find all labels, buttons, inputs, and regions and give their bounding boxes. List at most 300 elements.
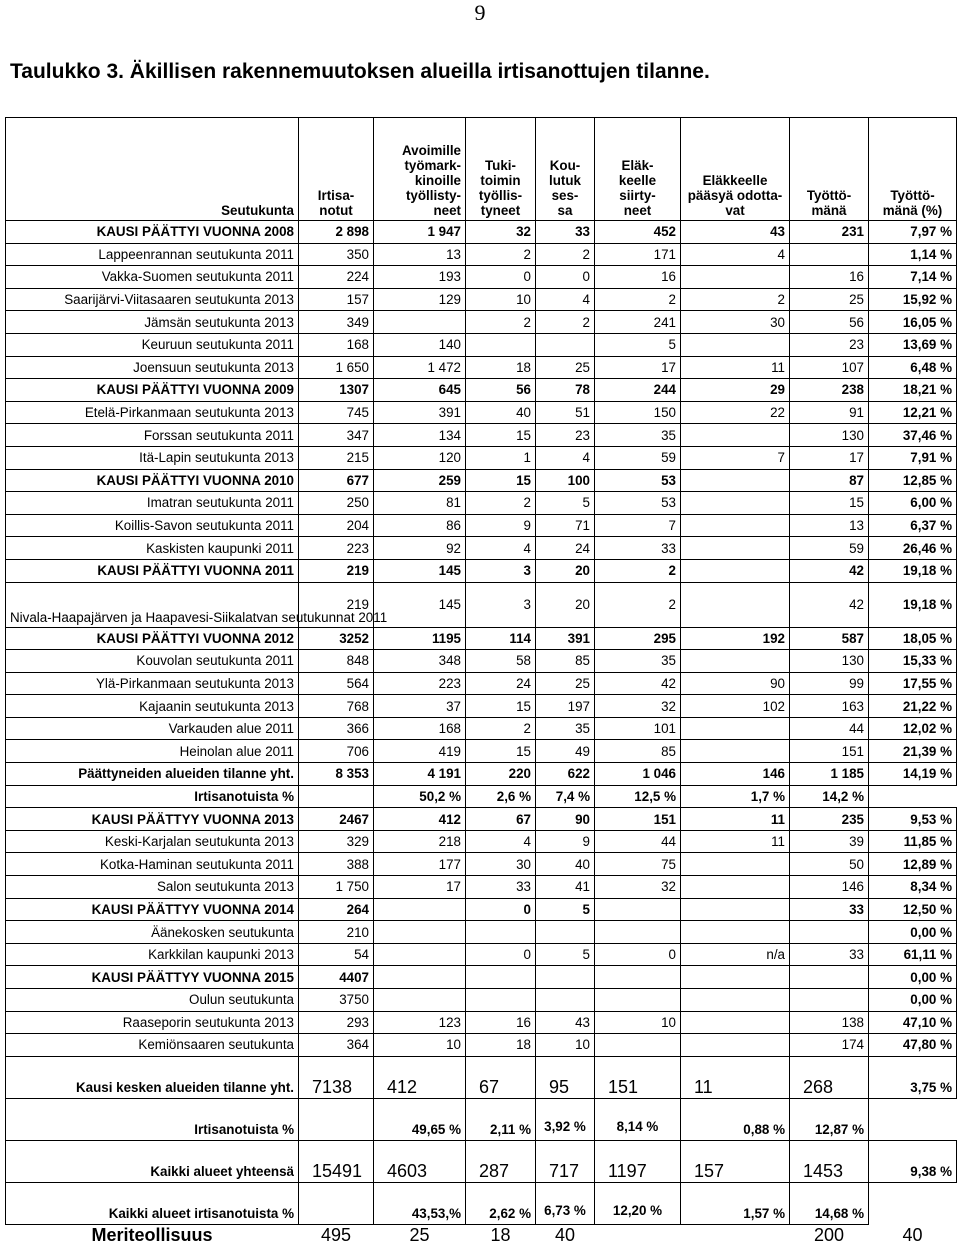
open-market-employed-cell: 168 xyxy=(374,717,466,740)
awaiting-retirement-cell xyxy=(681,469,790,492)
table-row xyxy=(6,1098,957,1140)
in-training-cell: 100 xyxy=(536,469,595,492)
awaiting-retirement-cell xyxy=(681,740,790,763)
region-cell: Kotka-Haminan seutukunta 2011 xyxy=(6,853,299,876)
subsidized-employed-cell: 3 xyxy=(466,559,536,582)
in-training-cell: 2 xyxy=(536,243,595,266)
retired-cell: 2 xyxy=(595,288,681,311)
open-market-employed-cell: 391 xyxy=(374,401,466,424)
subsidized-employed-cell: 0 xyxy=(466,266,536,289)
retired-cell: 1 046 xyxy=(595,763,681,786)
awaiting-retirement-cell xyxy=(681,582,790,627)
table-row xyxy=(6,559,957,582)
unemployed-pct-cell: 40 xyxy=(902,1225,923,1246)
in-training-cell: 49 xyxy=(536,740,595,763)
in-training-cell: 90 xyxy=(536,808,595,831)
unemployed-pct-cell xyxy=(869,785,957,808)
in-training-cell: 20 xyxy=(536,559,595,582)
open-market-employed-cell: 129 xyxy=(374,288,466,311)
laid-off-cell: 250 xyxy=(299,492,374,515)
open-market-employed-cell: 10 xyxy=(374,1034,466,1057)
subsidized-employed-cell: 3 xyxy=(466,582,536,627)
retired-cell: 5 xyxy=(595,333,681,356)
awaiting-retirement-cell xyxy=(681,966,790,989)
in-training-cell: 95 xyxy=(536,1056,595,1098)
awaiting-retirement-cell: 11 xyxy=(681,808,790,831)
unemployed-pct-cell: 12,89 % xyxy=(869,853,957,876)
unemployed-cell: 231 xyxy=(790,221,869,244)
open-market-employed-cell: 92 xyxy=(374,537,466,560)
retired-cell: 42 xyxy=(595,672,681,695)
open-market-employed-cell: 25 xyxy=(409,1225,430,1246)
subsidized-employed-cell: 33 xyxy=(466,876,536,899)
subsidized-employed-cell: 56 xyxy=(466,379,536,402)
unemployed-pct-cell: 12,50 % xyxy=(869,898,957,921)
retired-cell: 10 xyxy=(595,1011,681,1034)
awaiting-retirement-cell: 43 xyxy=(681,221,790,244)
region-cell: Keuruun seutukunta 2011 xyxy=(6,333,299,356)
table-row xyxy=(6,221,957,244)
unemployed-pct-cell: 11,85 % xyxy=(869,830,957,853)
table-row xyxy=(6,853,957,876)
awaiting-retirement-cell xyxy=(681,333,790,356)
subsidized-employed-cell: 0 xyxy=(466,898,536,921)
unemployed-cell: 39 xyxy=(790,830,869,853)
laid-off-cell: 495 xyxy=(320,1225,352,1246)
table-row xyxy=(6,672,957,695)
table-row xyxy=(6,424,957,447)
in-training-cell: 51 xyxy=(536,401,595,424)
awaiting-retirement-cell xyxy=(681,898,790,921)
laid-off-cell: 219 xyxy=(299,559,374,582)
table-row xyxy=(6,492,957,515)
header-open-market-employed: Avoimille työmark- kinoille työllisty- neet xyxy=(374,118,466,221)
laid-off-cell: 293 xyxy=(299,1011,374,1034)
in-training-cell: 41 xyxy=(536,876,595,899)
region-cell: KAUSI PÄÄTTYI VUONNA 2009 xyxy=(6,379,299,402)
header-laid-off: Irtisa- notut xyxy=(299,118,374,221)
retired-cell: 12,20 % xyxy=(595,1182,681,1224)
table-row xyxy=(6,356,957,379)
unemployed-cell: 587 xyxy=(790,627,869,650)
unemployed-pct-cell: 21,22 % xyxy=(869,695,957,718)
table-row xyxy=(6,379,957,402)
in-training-cell: 25 xyxy=(536,672,595,695)
retired-cell: 53 xyxy=(595,469,681,492)
open-market-employed-cell: 645 xyxy=(374,379,466,402)
open-market-employed-cell xyxy=(374,898,466,921)
awaiting-retirement-cell xyxy=(681,266,790,289)
unemployed-cell: 138 xyxy=(790,1011,869,1034)
unemployed-pct-cell: 26,46 % xyxy=(869,537,957,560)
subsidized-employed-cell xyxy=(466,989,536,1012)
table-row xyxy=(6,1034,957,1057)
region-cell: Salon seutukunta 2013 xyxy=(6,876,299,899)
table-row xyxy=(6,717,957,740)
retired-cell: 16 xyxy=(595,266,681,289)
awaiting-retirement-cell xyxy=(681,492,790,515)
subsidized-employed-cell: 15 xyxy=(466,695,536,718)
table-row xyxy=(6,695,957,718)
unemployed-cell: 87 xyxy=(790,469,869,492)
awaiting-retirement-cell: 0,88 % xyxy=(681,1098,790,1140)
retired-cell: 35 xyxy=(595,424,681,447)
unemployed-pct-cell: 12,02 % xyxy=(869,717,957,740)
region-cell: Kaskisten kaupunki 2011 xyxy=(6,537,299,560)
retired-cell: 295 xyxy=(595,627,681,650)
awaiting-retirement-cell: 11 xyxy=(681,1056,790,1098)
laid-off-cell: 347 xyxy=(299,424,374,447)
table-row xyxy=(6,966,957,989)
table-row xyxy=(6,537,957,560)
in-training-cell: 23 xyxy=(536,424,595,447)
table-row xyxy=(6,1182,957,1224)
laid-off-cell: 364 xyxy=(299,1034,374,1057)
layoff-table xyxy=(5,117,957,1247)
unemployed-cell xyxy=(790,966,869,989)
retired-cell: 101 xyxy=(595,717,681,740)
unemployed-pct-cell: 9,38 % xyxy=(869,1140,957,1182)
laid-off-cell: 768 xyxy=(299,695,374,718)
in-training-cell: 40 xyxy=(554,1225,576,1246)
retired-cell: 1197 xyxy=(595,1140,681,1182)
subsidized-employed-cell: 1 xyxy=(466,446,536,469)
awaiting-retirement-cell: 22 xyxy=(681,401,790,424)
subsidized-employed-cell: 18 xyxy=(490,1225,511,1246)
in-training-cell: 10 xyxy=(536,1034,595,1057)
region-cell: Irtisanotuista % xyxy=(6,1098,299,1140)
laid-off-cell: 157 xyxy=(299,288,374,311)
laid-off-cell: 15491 xyxy=(299,1140,374,1182)
subsidized-employed-cell: 0 xyxy=(466,943,536,966)
subsidized-employed-cell: 2,11 % xyxy=(466,1098,536,1140)
page-number: 9 xyxy=(474,0,486,25)
region-cell: Irtisanotuista % xyxy=(6,785,299,808)
table-row xyxy=(6,311,957,334)
in-training-cell: 85 xyxy=(536,650,595,673)
header-subsidized-employed: Tuki- toimin työllis- tyneet xyxy=(466,118,536,221)
unemployed-cell: 12,87 % xyxy=(790,1098,869,1140)
unemployed-cell: 174 xyxy=(790,1034,869,1057)
region-cell: Kouvolan seutukunta 2011 xyxy=(6,650,299,673)
laid-off-cell: 7138 xyxy=(299,1056,374,1098)
unemployed-cell: 130 xyxy=(790,424,869,447)
in-training-cell: 40 xyxy=(536,853,595,876)
region-cell: Kaikki alueet irtisanotuista % xyxy=(6,1182,299,1224)
region-cell: KAUSI PÄÄTTYI VUONNA 2010 xyxy=(6,469,299,492)
awaiting-retirement-cell: n/a xyxy=(681,943,790,966)
awaiting-retirement-cell xyxy=(681,1224,790,1247)
region-cell: Saarijärvi-Viitasaaren seutukunta 2013 xyxy=(6,288,299,311)
table-row xyxy=(6,401,957,424)
open-market-employed-cell: 1 472 xyxy=(374,356,466,379)
retired-cell xyxy=(595,1034,681,1057)
subsidized-employed-cell: 4 xyxy=(466,537,536,560)
awaiting-retirement-cell xyxy=(681,853,790,876)
laid-off-cell: 1 650 xyxy=(299,356,374,379)
awaiting-retirement-cell xyxy=(681,650,790,673)
subsidized-employed-cell: 32 xyxy=(466,221,536,244)
table-row xyxy=(6,808,957,831)
laid-off-cell: 204 xyxy=(299,514,374,537)
table-row xyxy=(6,288,957,311)
in-training-cell: 6,73 % xyxy=(536,1182,595,1224)
subsidized-employed-cell xyxy=(466,921,536,944)
in-training-cell: 2 xyxy=(536,311,595,334)
unemployed-pct-cell: 16,05 % xyxy=(869,311,957,334)
unemployed-pct-cell: 1,14 % xyxy=(869,243,957,266)
awaiting-retirement-cell: 4 xyxy=(681,243,790,266)
header-unemployed-pct: Työttö- mänä (%) xyxy=(869,118,957,221)
table-row xyxy=(6,876,957,899)
table-row xyxy=(6,243,957,266)
unemployed-cell: 107 xyxy=(790,356,869,379)
unemployed-cell: 50 xyxy=(790,853,869,876)
subsidized-employed-cell: 220 xyxy=(466,763,536,786)
unemployed-cell: 13 xyxy=(790,514,869,537)
retired-cell: 2 xyxy=(595,559,681,582)
unemployed-cell: 151 xyxy=(790,740,869,763)
unemployed-cell: 16 xyxy=(790,266,869,289)
unemployed-pct-cell: 13,69 % xyxy=(869,333,957,356)
subsidized-employed-cell: 40 xyxy=(466,401,536,424)
unemployed-pct-cell: 6,48 % xyxy=(869,356,957,379)
table-row xyxy=(6,1056,957,1098)
in-training-cell xyxy=(536,966,595,989)
retired-cell xyxy=(595,898,681,921)
laid-off-cell: 2 898 xyxy=(299,221,374,244)
unemployed-pct-cell: 0,00 % xyxy=(869,921,957,944)
retired-cell: 59 xyxy=(595,446,681,469)
subsidized-employed-cell: 2,62 % xyxy=(466,1182,536,1224)
awaiting-retirement-cell xyxy=(681,1034,790,1057)
laid-off-cell: 329 xyxy=(299,830,374,853)
unemployed-cell: 130 xyxy=(790,650,869,673)
unemployed-cell: 17 xyxy=(790,446,869,469)
retired-cell: 8,14 % xyxy=(595,1098,681,1140)
unemployed-pct-cell: 9,53 % xyxy=(869,808,957,831)
region-cell: Päättyneiden alueiden tilanne yht. xyxy=(6,763,299,786)
unemployed-cell: 15 xyxy=(790,492,869,515)
awaiting-retirement-cell xyxy=(681,717,790,740)
unemployed-cell: 44 xyxy=(790,717,869,740)
laid-off-cell: 388 xyxy=(299,853,374,876)
subsidized-employed-cell: 18 xyxy=(466,1034,536,1057)
open-market-employed-cell: 145 xyxy=(374,559,466,582)
open-market-employed-cell: 81 xyxy=(374,492,466,515)
unemployed-pct-cell: 14,19 % xyxy=(869,763,957,786)
subsidized-employed-cell: 2 xyxy=(466,243,536,266)
retired-cell: 171 xyxy=(595,243,681,266)
laid-off-cell: 54 xyxy=(299,943,374,966)
unemployed-cell: 238 xyxy=(790,379,869,402)
laid-off-cell: 210 xyxy=(299,921,374,944)
region-cell: KAUSI PÄÄTTYY VUONNA 2013 xyxy=(6,808,299,831)
region-cell: Vakka-Suomen seutukunta 2011 xyxy=(6,266,299,289)
in-training-cell: 20 xyxy=(536,582,595,627)
region-cell: Itä-Lapin seutukunta 2013 xyxy=(6,446,299,469)
unemployed-pct-cell: 7,14 % xyxy=(869,266,957,289)
subsidized-employed-cell: 2,6 % xyxy=(466,785,536,808)
unemployed-cell: 268 xyxy=(790,1056,869,1098)
retired-cell: 244 xyxy=(595,379,681,402)
region-cell: Koillis-Savon seutukunta 2011 xyxy=(6,514,299,537)
in-training-cell: 25 xyxy=(536,356,595,379)
unemployed-pct-cell: 3,75 % xyxy=(869,1056,957,1098)
subsidized-employed-cell: 30 xyxy=(466,853,536,876)
in-training-cell: 622 xyxy=(536,763,595,786)
table-row xyxy=(6,921,957,944)
unemployed-pct-cell: 19,18 % xyxy=(869,559,957,582)
subsidized-employed-cell: 2 xyxy=(466,717,536,740)
region-cell: Keski-Karjalan seutukunta 2013 xyxy=(6,830,299,853)
unemployed-cell: 200 xyxy=(813,1225,845,1246)
retired-cell: 151 xyxy=(595,1056,681,1098)
unemployed-pct-cell: 0,00 % xyxy=(869,989,957,1012)
subsidized-employed-cell: 4 xyxy=(466,830,536,853)
unemployed-pct-cell: 0,00 % xyxy=(869,966,957,989)
unemployed-cell: 33 xyxy=(790,898,869,921)
table-title: Taulukko 3. Äkillisen rakennemuutoksen alueilla irtisanottujen tilanne. xyxy=(10,60,710,83)
in-training-cell: 4 xyxy=(536,446,595,469)
open-market-employed-cell: 193 xyxy=(374,266,466,289)
awaiting-retirement-cell xyxy=(681,537,790,560)
retired-cell: 0 xyxy=(595,943,681,966)
region-cell: Kajaanin seutukunta 2013 xyxy=(6,695,299,718)
awaiting-retirement-cell: 11 xyxy=(681,830,790,853)
laid-off-cell xyxy=(299,1098,374,1140)
region-cell: KAUSI PÄÄTTYI VUONNA 2008 xyxy=(6,221,299,244)
awaiting-retirement-cell: 30 xyxy=(681,311,790,334)
region-cell: Etelä-Pirkanmaan seutukunta 2013 xyxy=(6,401,299,424)
header-row xyxy=(6,118,957,221)
region-cell: Äänekosken seutukunta xyxy=(6,921,299,944)
region-cell: Imatran seutukunta 2011 xyxy=(6,492,299,515)
awaiting-retirement-cell: 157 xyxy=(681,1140,790,1182)
awaiting-retirement-cell: 102 xyxy=(681,695,790,718)
unemployed-pct-cell xyxy=(869,1182,957,1224)
in-training-cell: 33 xyxy=(536,221,595,244)
subsidized-employed-cell: 67 xyxy=(466,1056,536,1098)
awaiting-retirement-cell: 1,57 % xyxy=(681,1182,790,1224)
unemployed-cell: 25 xyxy=(790,288,869,311)
unemployed-cell: 56 xyxy=(790,311,869,334)
region-cell: Kausi kesken alueiden tilanne yht. xyxy=(6,1056,299,1098)
unemployed-pct-cell: 37,46 % xyxy=(869,424,957,447)
open-market-employed-cell xyxy=(374,921,466,944)
open-market-employed-cell: 37 xyxy=(374,695,466,718)
open-market-employed-cell: 4 191 xyxy=(374,763,466,786)
subsidized-employed-cell: 2 xyxy=(466,311,536,334)
unemployed-pct-cell: 12,21 % xyxy=(869,401,957,424)
retired-cell: 85 xyxy=(595,740,681,763)
unemployed-cell: 235 xyxy=(790,808,869,831)
header-in-training: Kou- lutuk ses- sa xyxy=(536,118,595,221)
unemployed-cell: 91 xyxy=(790,401,869,424)
in-training-cell: 24 xyxy=(536,537,595,560)
retired-cell: 44 xyxy=(595,830,681,853)
awaiting-retirement-cell xyxy=(681,559,790,582)
laid-off-cell: 3252 xyxy=(299,627,374,650)
unemployed-cell: 42 xyxy=(790,559,869,582)
subsidized-employed-cell: 9 xyxy=(466,514,536,537)
in-training-cell: 5 xyxy=(536,492,595,515)
table-row xyxy=(6,627,957,650)
subsidized-employed-cell: 10 xyxy=(466,288,536,311)
region-cell: KAUSI PÄÄTTYY VUONNA 2015 xyxy=(6,966,299,989)
region-cell: Jämsän seutukunta 2013 xyxy=(6,311,299,334)
retired-cell xyxy=(595,966,681,989)
open-market-employed-cell: 49,65 % xyxy=(374,1098,466,1140)
open-market-employed-cell: 120 xyxy=(374,446,466,469)
unemployed-cell: 99 xyxy=(790,672,869,695)
retired-cell xyxy=(595,989,681,1012)
laid-off-cell: 168 xyxy=(299,333,374,356)
in-training-cell: 4 xyxy=(536,288,595,311)
unemployed-cell: 14,68 % xyxy=(790,1182,869,1224)
awaiting-retirement-cell: 7 xyxy=(681,446,790,469)
in-training-cell: 5 xyxy=(536,898,595,921)
subsidized-employed-cell: 15 xyxy=(466,424,536,447)
retired-cell: 2 xyxy=(595,582,681,627)
unemployed-cell: 23 xyxy=(790,333,869,356)
retired-cell: 150 xyxy=(595,401,681,424)
unemployed-cell: 33 xyxy=(790,943,869,966)
open-market-employed-cell: 412 xyxy=(374,1056,466,1098)
open-market-employed-cell: 348 xyxy=(374,650,466,673)
unemployed-pct-cell: 18,21 % xyxy=(869,379,957,402)
awaiting-retirement-cell: 90 xyxy=(681,672,790,695)
unemployed-cell xyxy=(790,921,869,944)
region-cell: Forssan seutukunta 2011 xyxy=(6,424,299,447)
unemployed-cell: 14,2 % xyxy=(790,785,869,808)
in-training-cell: 7,4 % xyxy=(536,785,595,808)
subsidized-employed-cell: 24 xyxy=(466,672,536,695)
subsidized-employed-cell: 287 xyxy=(466,1140,536,1182)
laid-off-cell: 349 xyxy=(299,311,374,334)
region-cell: Raaseporin seutukunta 2013 xyxy=(6,1011,299,1034)
laid-off-cell: 677 xyxy=(299,469,374,492)
laid-off-cell: 8 353 xyxy=(299,763,374,786)
unemployed-pct-cell: 15,33 % xyxy=(869,650,957,673)
retired-cell: 17 xyxy=(595,356,681,379)
unemployed-pct-cell: 15,92 % xyxy=(869,288,957,311)
header-region: Seutukunta xyxy=(6,118,299,221)
retired-cell: 33 xyxy=(595,537,681,560)
subsidized-employed-cell: 114 xyxy=(466,627,536,650)
retired-cell: 151 xyxy=(595,808,681,831)
open-market-employed-cell xyxy=(374,943,466,966)
table-row xyxy=(6,830,957,853)
unemployed-cell: 1 185 xyxy=(790,763,869,786)
open-market-employed-cell: 1195 xyxy=(374,627,466,650)
laid-off-cell xyxy=(299,785,374,808)
unemployed-pct-cell: 8,34 % xyxy=(869,876,957,899)
retired-cell: 452 xyxy=(595,221,681,244)
awaiting-retirement-cell: 1,7 % xyxy=(681,785,790,808)
open-market-employed-cell xyxy=(374,966,466,989)
open-market-employed-cell: 13 xyxy=(374,243,466,266)
subsidized-employed-cell: 15 xyxy=(466,469,536,492)
retired-cell: 7 xyxy=(595,514,681,537)
region-cell: Kaikki alueet yhteensä xyxy=(6,1140,299,1182)
table-row xyxy=(6,898,957,921)
table-row xyxy=(6,1011,957,1034)
region-cell: Karkkilan kaupunki 2013 xyxy=(6,943,299,966)
retired-cell: 32 xyxy=(595,876,681,899)
open-market-employed-cell: 4603 xyxy=(374,1140,466,1182)
retired-cell: 53 xyxy=(595,492,681,515)
